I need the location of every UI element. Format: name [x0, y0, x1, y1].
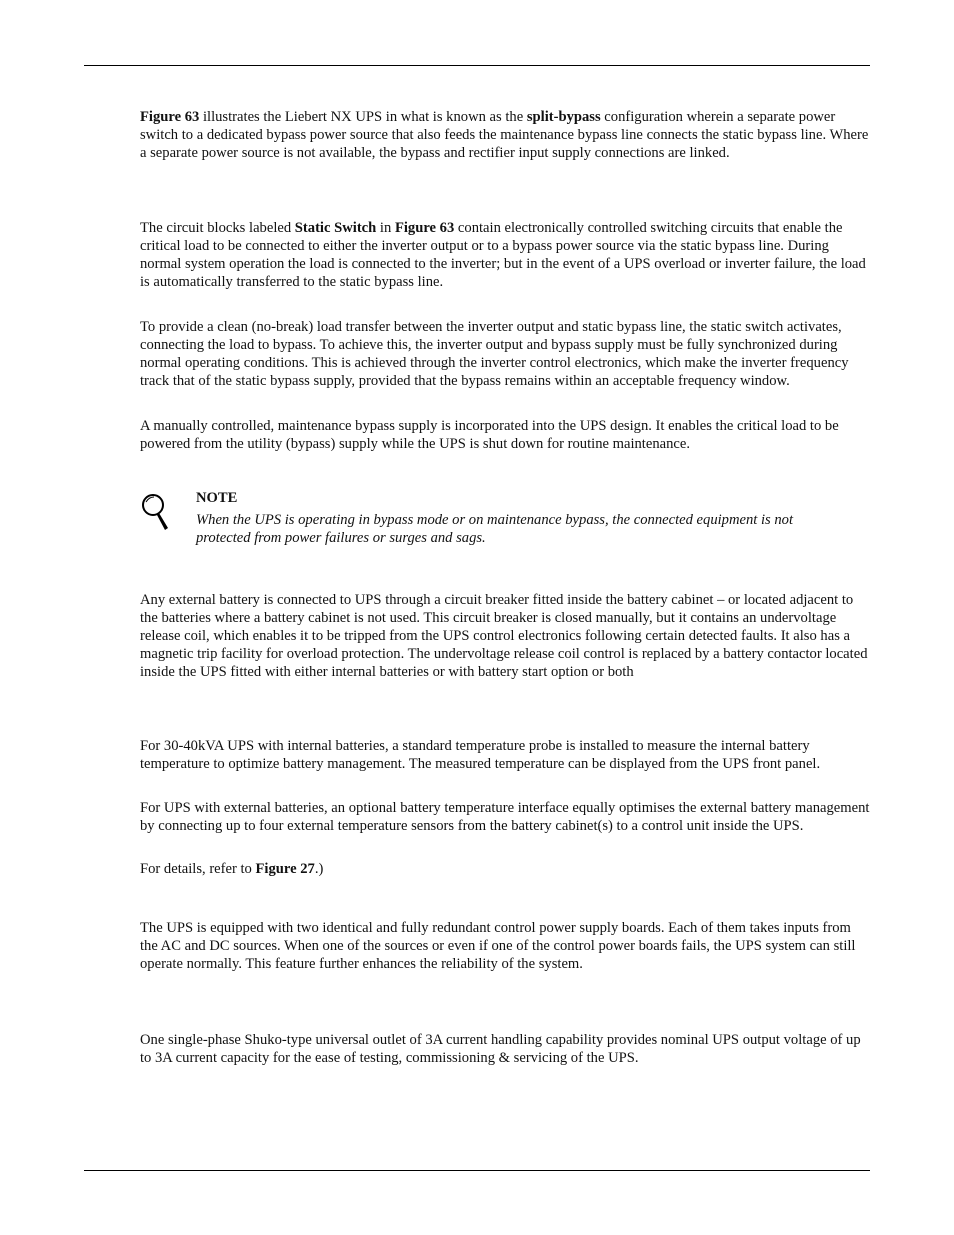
figure-ref[interactable]: Figure 63: [394, 220, 455, 236]
figure-ref[interactable]: Figure 27: [255, 861, 315, 877]
paragraph-power-supply: The UPS is equipped with two identical and fully redundant control power supply boards. Each of them takes inputs from the AC and DC sources. When one of the sources or even if one of the control power boards fails, the UPS system can still operate normally. This feature further enhances the reliability of the system.: [140, 920, 856, 972]
footer-rule: [84, 1170, 870, 1171]
note-text: When the UPS is operating in bypass mode or on maintenance bypass, the connected equipment is not protected from power failures or surges and sags.: [196, 512, 794, 546]
paragraph-maintenance-bypass: A manually controlled, maintenance bypass supply is incorporated into the UPS design. It enables the critical load to be powered from the utility (bypass) supply while the UPS is shut down for routine maintenance.: [140, 418, 839, 452]
paragraph-temperature-probe: For 30-40kVA UPS with internal batteries, a standard temperature probe is installed to measure the internal battery temperature to optimize battery management. The measured temperature can be displayed from the UPS front panel.: [140, 738, 821, 772]
paragraph-details: For details, refer to Figure 27.): [140, 861, 324, 877]
paragraph-static-switch: The circuit blocks labeled Static Switch in Figure 63 contain electronically controlled switching circuits that enable the critical load to be connected to either the inverter output or to a bypass power source via the static bypass line. During normal system operation the load is connected to the inverter; but in the event of a UPS overload or inverter failure, the load is automatically transferred to the static bypass line.: [140, 220, 866, 290]
paragraph-outlet: One single-phase Shuko-type universal outlet of 3A current handling capability provides nominal UPS output voltage of up to 3A current capacity for the ease of testing, commissioning & servicing of the UPS.: [140, 1032, 861, 1066]
paragraph-temperature-interface: For UPS with external batteries, an optional battery temperature interface equally optimises the external battery management by connecting up to four external temperature sensors from the battery cabinet(s) to a control unit inside the UPS.: [140, 800, 870, 834]
paragraph-split-bypass: Figure 63 illustrates the Liebert NX UPS in what is known as the split-bypass configuration wherein a separate power switch to a dedicated bypass power source that also feeds the maintenance bypass line connects the static bypass line. Where a separate power source is not available, the bypass and rectifier input supply connections are linked.: [140, 109, 869, 161]
term-static-switch: Static Switch: [294, 220, 377, 236]
magnifier-icon: [140, 492, 172, 532]
header-rule: [84, 65, 870, 66]
term-split-bypass: split-bypass: [526, 109, 601, 125]
paragraph-load-transfer: To provide a clean (no-break) load transfer between the inverter output and static bypass line, the static switch activates, connecting the load to bypass. To achieve this, the inverter output and bypass supply must be fully synchronized during normal operating conditions. This is achieved through the inverter control electronics, which make the inverter frequency track that of the static bypass supply, provided that the bypass remains within an acceptable frequency window.: [140, 319, 849, 389]
figure-ref[interactable]: Figure 63: [140, 109, 200, 125]
note-title: NOTE: [196, 490, 238, 506]
paragraph-battery-breaker: Any external battery is connected to UPS through a circuit breaker fitted inside the battery cabinet – or located adjacent to the batteries where a battery cabinet is not used. This circuit breaker is closed manually, but it contains an undervoltage release coil, which enables it to be tripped from the UPS control electronics following certain detected faults. It also has a magnetic trip facility for overload protection. The undervoltage release coil control is replaced by a battery contactor located inside the UPS fitted with either internal batteries or with battery start option or both: [140, 592, 868, 680]
